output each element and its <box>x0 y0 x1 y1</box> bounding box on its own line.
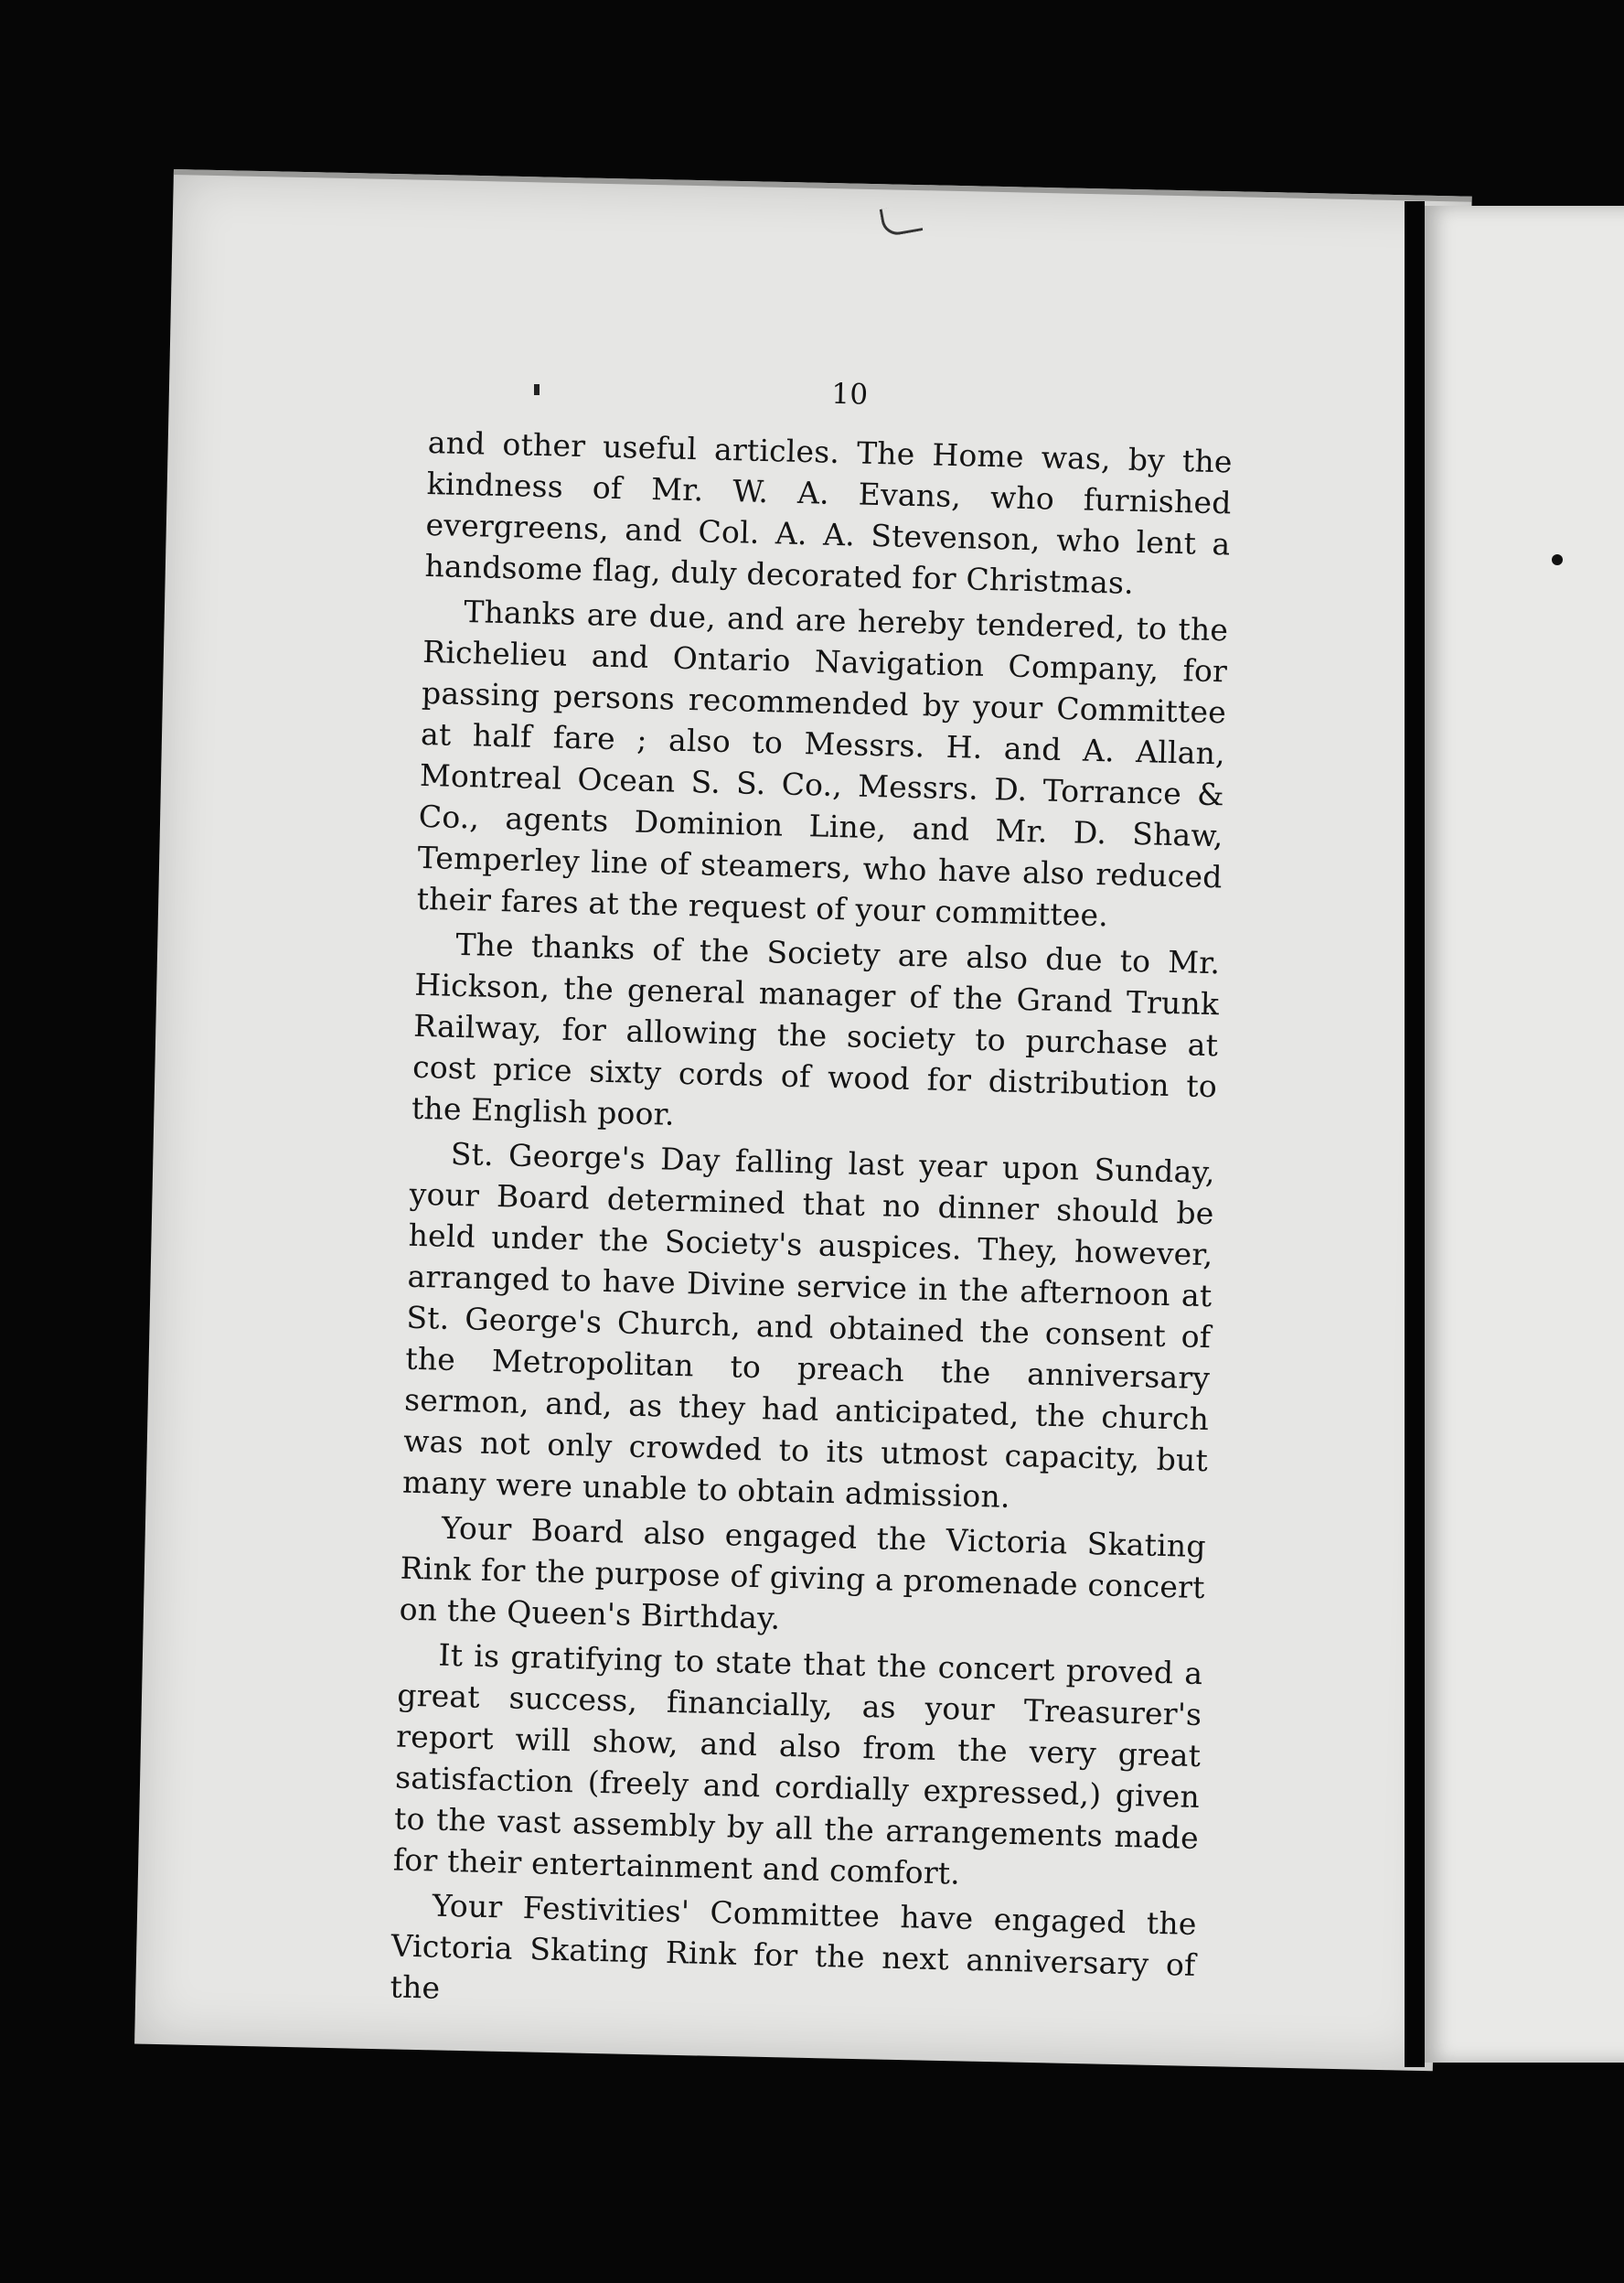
paragraph: and other useful articles. The Home was, by the kindness of Mr. W. A. Evans, who furnished evergreens, and Col. A. A. Stevenson, who lent a handsome flag, duly decorated for Christmas. <box>424 423 1234 601</box>
paragraph: Your Festivities' Committee have engaged the Victoria Skating Rink for the next anniversary of the <box>390 1887 1198 2006</box>
binding-gutter <box>1405 201 1425 2067</box>
paragraph: Your Board also engaged the Victoria Skating Rink for the purpose of giving a promenade concert on the Queen's Birthday. <box>399 1509 1207 1636</box>
paragraph: It is gratifying to state that the concert proved a great success, financially, as your Treasurer's report will show, and also from the very great satisfaction (freely and cordially expressed,) given to the vast assembly by all the arrangements made for their entertainment and comfort. <box>392 1636 1203 1892</box>
page-number: 10 <box>830 377 869 412</box>
page-text <box>390 364 1234 2031</box>
paragraph: St. George's Day falling last year upon Sunday, your Board determined that no dinner should be held under the Society's auspices. They, however, arranged to have Divine service in the afternoon at St. George's Church, and obtained the consent of the Metropolitan to preach the anniversary sermon, and, as they had anticipated, the church was not only crowded to its utmost capacity, but many were unable to obtain admission. <box>401 1135 1216 1515</box>
paragraph: The thanks of the Society are also due to Mr. Hickson, the general manager of the Grand Trunk Railway, for allowing the society to purchase at cost price sixty cords of wood for distribution to the English poor. <box>411 926 1221 1132</box>
ink-dot <box>1552 554 1563 565</box>
paragraph: Thanks are due, and are hereby tendered, to the Richelieu and Ontario Navigation Company, for passing persons recommended by your Committee at half fare ; also to Messrs. H. and A. Allan, Montreal Ocean S. S. Co., Messrs. D. Torrance & Co., agents Dominion Line, and Mr. D. Shaw, Temperley line of steamers, who have also reduced their fares at the request of your committee. <box>416 594 1229 934</box>
facing-page <box>1425 206 1624 2063</box>
